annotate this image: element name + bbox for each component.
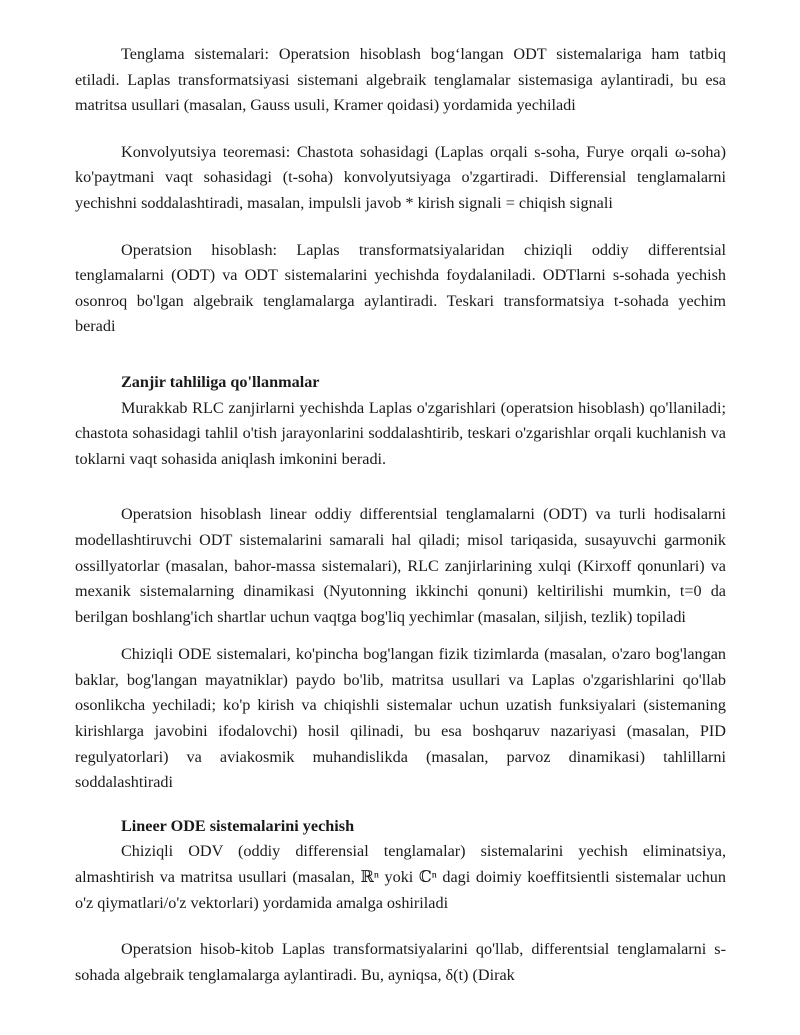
paragraph-equation-systems: Tenglama sistemalari: Operatsion hisoblash bog‘langan ODT sistemalariga ham tatbiq etiladi. Laplas transformatsiyasi sistemani algebraik tenglamalar sistemasiga aylantiradi, bu esa matritsa usullari (masalan, Gauss usuli, Kramer qoidasi) yordamida yechiladi [75,45,726,115]
section-heading-linear-ode: Lineer ODE sistemalarini yechish [121,816,355,835]
paragraph-rlc-circuits: Murakkab RLC zanjirlarni yechishda Laplas o'zgarishlari (operatsion hisoblash) qo'llaniladi; chastota sohasidagi tahlil o'tish jarayonlarini soddalashtirib, teskari o'zgarishlar orqali kuchlanish va toklarni vaqt sohasida aniqlash imkonini beradi. [75,398,726,468]
paragraph-ode-modeling: Operatsion hisoblash linear oddiy differentsial tenglamalarni (ODT) va turli hodisalarni modellashtiruvchi ODT sistemalarini samarali hal qiladi; misol tariqasida, susayuvchi garmonik ossillyatorlar (masalan, bahor-massa sistemalari), RLC zanjirlarining xulqi (Kirxoff qonunlari) va mexanik sistemalarning dinamikasi (Nyutonning ikkinchi qonuni) keltirilishi mumkin, t=0 da berilgan boshlang'ich shartlar uchun vaqtga bog'liq yechimlar (masalan, siljish, tezlik) topiladi [75,505,726,626]
paragraph-ode-solving-methods: Chiziqli ODV (oddiy differensial tenglamalar) sistemalarini yechish eliminatsiya, almashtirish va matritsa usullari (masalan, ℝⁿ yoki ℂⁿ dagi doimiy koeffitsientli sistemalar uchun o'z qiymatlari/o'z vektorlari) yordamida amalga oshiriladi [75,842,726,912]
document-page [75,42,726,988]
paragraph-convolution-theorem: Konvolyutsiya teoremasi: Chastota sohasidagi (Laplas orqali s-soha, Furye orqali ω-soha) ko'paytmani vaqt sohasidagi (t-soha) konvolyutsiyaga o'zgartiradi. Differensial tenglamalarni yechishni soddalashtiradi, masalan, impulsli javob * kirish signali = chiqish signali [75,142,726,212]
section-heading-circuit-analysis: Zanjir tahliliga qo'llanmalar [121,372,320,391]
paragraph-linear-ode-systems: Chiziqli ODE sistemalari, ko'pincha bog'langan fizik tizimlarda (masalan, o'zaro bog'langan baklar, bog'langan mayatniklar) paydo bo'lib, matritsa usullari va Laplas o'zgarishlarini qo'llab osonlikcha yechiladi; ko'p kirish va chiqishli sistemalar uchun uzatish funksiyalari (sistemaning kirishlarga javobini ifodalovchi) hosil qilinadi, bu esa boshqaruv nazariyasi (masalan, PID regulyatorlari) va aviakosmik muhandislikda (masalan, parvoz dinamikasi) tahlillarni soddalashtiradi [75,645,726,792]
paragraph-operational-calculus-laplace: Operatsion hisob-kitob Laplas transformatsiyalarini qo'llab, differentsial tenglamalarni s-sohada algebraik tenglamalarga aylantiradi. Bu, ayniqsa, δ(t) (Dirak [75,940,726,984]
paragraph-operational-calculus: Operatsion hisoblash: Laplas transformatsiyalaridan chiziqli oddiy differentsial tenglamalarni (ODT) va ODT sistemalarini yechishda foydalaniladi. ODTlarni s-sohada yechish osonroq bo'lgan algebraik tenglamalarga aylantiradi. Teskari transformatsiya t-sohada yechim beradi [75,240,726,336]
